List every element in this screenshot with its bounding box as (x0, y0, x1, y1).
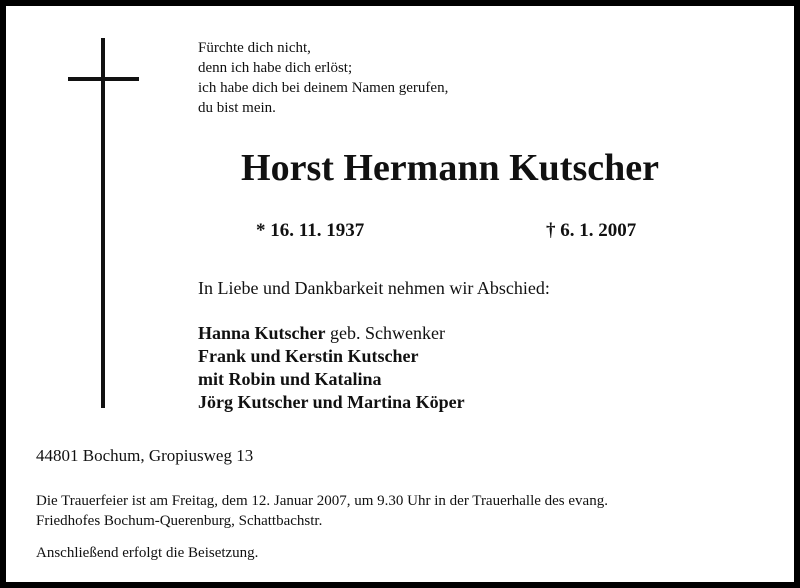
cross-icon-bar (68, 77, 139, 81)
verse-line: du bist mein. (198, 100, 276, 116)
cross-icon (101, 38, 105, 408)
ceremony-line: Friedhofes Bochum-Querenburg, Schattbachstr. (36, 513, 323, 529)
obituary-notice (6, 6, 794, 582)
verse-line: denn ich habe dich erlöst; (198, 60, 353, 76)
birth-date: * 16. 11. 1937 (256, 220, 365, 241)
mourner-line (198, 322, 465, 345)
mourner-maiden-name: geb. Schwenker (325, 323, 445, 343)
bible-verse (198, 38, 448, 118)
burial-info: Anschließend erfolgt die Beisetzung. (36, 545, 259, 561)
farewell-text: In Liebe und Dankbarkeit nehmen wir Abschied: (198, 278, 550, 298)
mourner-line: Frank und Kerstin Kutscher (198, 346, 419, 366)
mourner-line: Jörg Kutscher und Martina Köper (198, 392, 465, 412)
address: 44801 Bochum, Gropiusweg 13 (36, 446, 254, 465)
mourner-line: mit Robin und Katalina (198, 369, 382, 389)
ceremony-info (36, 491, 608, 531)
mourner-name: Hanna Kutscher (198, 323, 326, 343)
death-date: † 6. 1. 2007 (546, 220, 637, 241)
verse-line: Fürchte dich nicht, (198, 40, 311, 56)
ceremony-line: Die Trauerfeier ist am Freitag, dem 12. Januar 2007, um 9.30 Uhr in der Trauerhalle des evang. (36, 493, 608, 509)
deceased-name: Horst Hermann Kutscher (241, 147, 659, 189)
mourners-list (198, 322, 465, 414)
verse-line: ich habe dich bei deinem Namen gerufen, (198, 80, 449, 96)
